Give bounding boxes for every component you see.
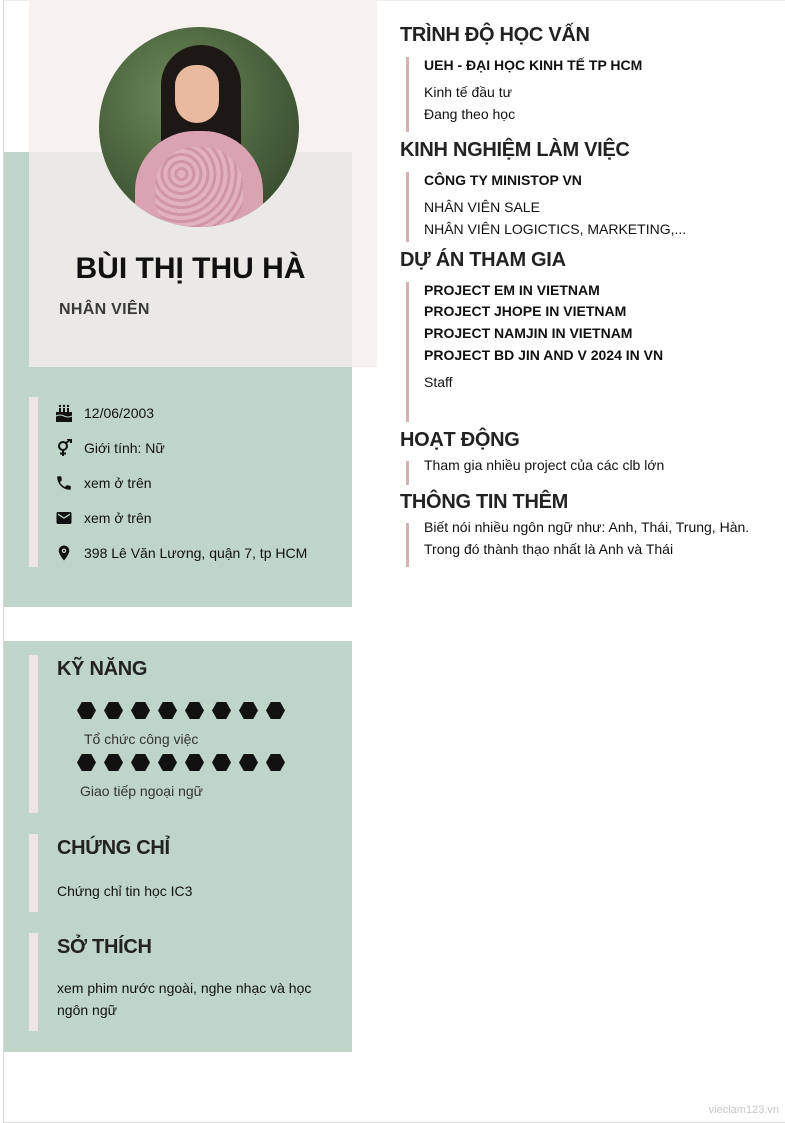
gender-icon <box>55 439 73 457</box>
additional-line-1: Biết nói nhiều ngôn ngữ như: Anh, Thái, Trung, Hàn. <box>424 519 750 535</box>
rating-dot <box>185 754 204 771</box>
project-role: Staff <box>424 374 453 390</box>
hobbies-line-1: xem phim nước ngoài, nghe nhạc và học <box>57 980 312 996</box>
contact-gender <box>55 438 165 458</box>
contact-email <box>55 508 152 528</box>
candidate-role: NHÂN VIÊN <box>59 301 150 318</box>
rating-dot <box>131 702 150 719</box>
location-pin-icon <box>55 544 73 562</box>
candidate-name: BÙI THỊ THU HÀ <box>75 252 306 285</box>
education-title: TRÌNH ĐỘ HỌC VẤN <box>400 24 590 46</box>
contact-accent-bar <box>29 397 38 567</box>
rating-dot <box>266 754 285 771</box>
contact-address <box>55 543 307 563</box>
additional-info-title: THÔNG TIN THÊM <box>400 491 569 513</box>
skill-label: Tổ chức công việc <box>84 731 199 747</box>
education-major: Kinh tế đầu tư <box>424 84 512 100</box>
hobbies-title: SỞ THÍCH <box>57 936 152 958</box>
project-item: PROJECT JHOPE IN VIETNAM <box>424 303 627 319</box>
education-school: UEH - ĐẠI HỌC KINH TẾ TP HCM <box>424 57 643 73</box>
email-text: xem ở trên <box>84 510 152 526</box>
gender-text: Giới tính: Nữ <box>84 440 165 456</box>
rating-dot <box>239 754 258 771</box>
rating-dot <box>77 754 96 771</box>
contact-phone <box>55 473 152 493</box>
experience-company: CÔNG TY MINISTOP VN <box>424 172 582 188</box>
phone-icon <box>55 474 73 492</box>
address-text: 398 Lê Văn Lương, quận 7, tp HCM <box>84 545 308 561</box>
rating-dot <box>239 702 258 719</box>
education-status: Đang theo học <box>424 106 516 122</box>
projects-title: DỰ ÁN THAM GIA <box>400 249 566 271</box>
rating-dot <box>185 702 204 719</box>
experience-title: KINH NGHIỆM LÀM VIỆC <box>400 139 630 161</box>
avatar-face <box>175 65 219 123</box>
activities-title: HOẠT ĐỘNG <box>400 429 520 451</box>
hobbies-accent-bar <box>29 933 38 1031</box>
birthday-text: 12/06/2003 <box>84 405 155 421</box>
hobbies-line-2: ngôn ngữ <box>57 1002 117 1018</box>
mail-icon <box>55 509 73 527</box>
rating-dot <box>266 702 285 719</box>
watermark: vieclam123.vn <box>708 1104 779 1116</box>
rating-dot <box>104 754 123 771</box>
rating-dot <box>212 754 231 771</box>
rating-dot <box>131 754 150 771</box>
avatar-body <box>135 131 263 227</box>
phone-text: xem ở trên <box>84 475 152 491</box>
additional-line-2: Trong đó thành thạo nhất là Anh và Thái <box>424 541 674 557</box>
additional-timeline-bar <box>406 523 409 567</box>
skill-rating-language <box>77 754 293 771</box>
avatar <box>99 27 299 227</box>
certificates-title: CHỨNG CHỈ <box>57 837 170 859</box>
certificates-accent-bar <box>29 834 38 912</box>
rating-dot <box>158 702 177 719</box>
activities-text: Tham gia nhiều project của các clb lớn <box>424 457 665 473</box>
birthday-cake-icon <box>55 404 73 422</box>
activities-timeline-bar <box>406 461 409 485</box>
skills-title: KỸ NĂNG <box>57 658 148 680</box>
projects-timeline-bar <box>406 282 409 422</box>
skills-accent-bar <box>29 655 38 813</box>
experience-timeline-bar <box>406 172 409 242</box>
skill-rating-organize <box>77 702 293 719</box>
certificate-text: Chứng chỉ tin học IC3 <box>57 883 193 899</box>
project-item: PROJECT NAMJIN IN VIETNAM <box>424 325 633 341</box>
contact-birthday <box>55 403 154 423</box>
rating-dot <box>77 702 96 719</box>
project-item: PROJECT BD JIN AND V 2024 IN VN <box>424 347 664 363</box>
rating-dot <box>212 702 231 719</box>
experience-position-2: NHÂN VIÊN LOGICTICS, MARKETING,... <box>424 221 687 237</box>
experience-position-1: NHÂN VIÊN SALE <box>424 199 540 215</box>
rating-dot <box>104 702 123 719</box>
project-item: PROJECT EM IN VIETNAM <box>424 282 600 298</box>
skill-label: Giao tiếp ngoại ngữ <box>80 783 204 799</box>
education-timeline-bar <box>406 57 409 132</box>
rating-dot <box>158 754 177 771</box>
